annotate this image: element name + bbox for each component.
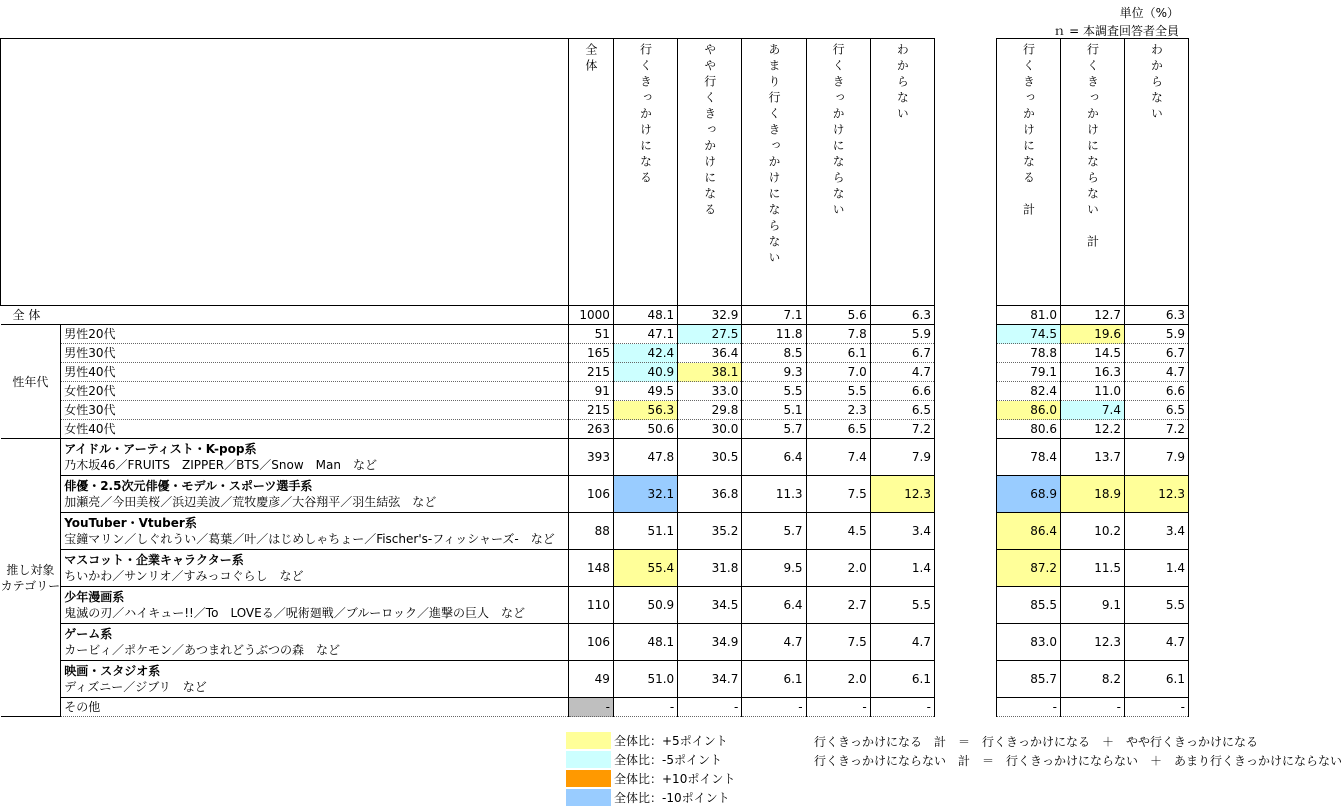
- cell-sum: 86.0: [997, 401, 1061, 420]
- cell-sum: -: [1125, 698, 1189, 717]
- cell-value: 7.5: [806, 476, 870, 513]
- cell-value: 12.3: [870, 476, 934, 513]
- header-row: [1, 39, 935, 306]
- legend-item: [566, 731, 735, 750]
- sum-table-row: [997, 306, 1189, 325]
- cell-value: 3.4: [870, 513, 934, 550]
- cell-sum: 14.5: [1061, 344, 1125, 363]
- cell-sum: 11.0: [1061, 382, 1125, 401]
- row-title: アイドル・アーティスト・K-pop系: [64, 442, 257, 456]
- cell-sum: 12.7: [1061, 306, 1125, 325]
- cell-n: 91: [568, 382, 613, 401]
- cell-n: 215: [568, 401, 613, 420]
- unit-note: [1053, 4, 1179, 40]
- cell-sum: 3.4: [1125, 513, 1189, 550]
- cell-value: 50.6: [613, 420, 677, 439]
- cell-sum: 12.2: [1061, 420, 1125, 439]
- cell-n: 88: [568, 513, 613, 550]
- row-label: [61, 513, 569, 550]
- cell-value: 47.1: [613, 325, 677, 344]
- cell-value: 5.1: [742, 401, 806, 420]
- row-examples: ちいかわ／サンリオ／すみっコぐらし など: [64, 569, 304, 583]
- row-label: [61, 624, 569, 661]
- cell-value: 51.0: [613, 661, 677, 698]
- cell-value: 48.1: [613, 624, 677, 661]
- cell-value: 8.5: [742, 344, 806, 363]
- cell-value: 5.5: [742, 382, 806, 401]
- sum-table-row: [997, 661, 1189, 698]
- group-category: 推し対象 カテゴリー: [1, 439, 61, 717]
- cell-n: 51: [568, 325, 613, 344]
- row-label: 女性40代: [61, 420, 569, 439]
- cell-sum: 85.7: [997, 661, 1061, 698]
- cell-sum: -: [997, 698, 1061, 717]
- cell-sum: 83.0: [997, 624, 1061, 661]
- cell-sum: 12.3: [1061, 624, 1125, 661]
- cell-value: 7.8: [806, 325, 870, 344]
- cell-value: 11.3: [742, 476, 806, 513]
- table-row: [1, 624, 935, 661]
- cell-value: -: [678, 698, 742, 717]
- row-examples: ディズニー／ジブリ など: [64, 680, 207, 694]
- cell-value: 6.5: [806, 420, 870, 439]
- cell-sum: 18.9: [1061, 476, 1125, 513]
- row-examples: 乃木坂46／FRUITS ZIPPER／BTS／Snow Man など: [64, 458, 377, 472]
- cell-value: 6.4: [742, 439, 806, 476]
- cell-value: 5.9: [870, 325, 934, 344]
- table-row: [1, 401, 935, 420]
- row-label: [61, 661, 569, 698]
- sum-table-row: [997, 439, 1189, 476]
- cell-sum: 16.3: [1061, 363, 1125, 382]
- cell-value: 35.2: [678, 513, 742, 550]
- cell-n: 165: [568, 344, 613, 363]
- cell-n: 215: [568, 363, 613, 382]
- cell-value: 55.4: [613, 550, 677, 587]
- cell-sum: 11.5: [1061, 550, 1125, 587]
- legend-item: [566, 750, 735, 769]
- row-examples: 鬼滅の刃／ハイキュー!!／To LOVEる／呪術廻戦／ブルーロック／進撃の巨人 など: [64, 606, 526, 620]
- cell-sum: 82.4: [997, 382, 1061, 401]
- cell-value: 47.8: [613, 439, 677, 476]
- cell-value: 33.0: [678, 382, 742, 401]
- legend-swatch: [566, 751, 611, 768]
- cell-value: 6.6: [870, 382, 934, 401]
- cell-sum: 4.7: [1125, 363, 1189, 382]
- cell-sum: 6.1: [1125, 661, 1189, 698]
- cell-sum: 7.4: [1061, 401, 1125, 420]
- sum-table-row: [997, 382, 1189, 401]
- cell-value: 2.3: [806, 401, 870, 420]
- cell-value: 34.7: [678, 661, 742, 698]
- table-row: [1, 325, 935, 344]
- row-label: 男性30代: [61, 344, 569, 363]
- cell-value: 51.1: [613, 513, 677, 550]
- cell-value: 2.0: [806, 550, 870, 587]
- row-examples: 加瀬亮／今田美桜／浜辺美波／荒牧慶彦／大谷翔平／羽生結弦 など: [64, 495, 437, 509]
- cell-value: 5.5: [806, 382, 870, 401]
- cell-value: 5.7: [742, 420, 806, 439]
- row-label: [61, 439, 569, 476]
- cell-value: 6.7: [870, 344, 934, 363]
- cell-value: 7.2: [870, 420, 934, 439]
- cell-value: 49.5: [613, 382, 677, 401]
- cell-value: 5.7: [742, 513, 806, 550]
- row-label: 男性40代: [61, 363, 569, 382]
- cell-value: 9.5: [742, 550, 806, 587]
- cell-value: 30.0: [678, 420, 742, 439]
- cell-value: 6.1: [806, 344, 870, 363]
- table-row: [1, 587, 935, 624]
- cell-value: 4.7: [870, 624, 934, 661]
- cell-value: 31.8: [678, 550, 742, 587]
- cell-n: 106: [568, 476, 613, 513]
- row-label: 全 体: [1, 306, 569, 325]
- header-total: 全体: [568, 39, 613, 306]
- cell-value: 1.4: [870, 550, 934, 587]
- sum-table-row: [997, 587, 1189, 624]
- cell-sum: 5.9: [1125, 325, 1189, 344]
- cell-sum: 6.5: [1125, 401, 1189, 420]
- cell-sum: 79.1: [997, 363, 1061, 382]
- cell-value: 6.1: [742, 661, 806, 698]
- row-label: [61, 587, 569, 624]
- cell-value: -: [613, 698, 677, 717]
- table-row: [1, 476, 935, 513]
- cell-n: -: [568, 698, 613, 717]
- main-table: [0, 38, 935, 717]
- cell-sum: 87.2: [997, 550, 1061, 587]
- cell-value: 27.5: [678, 325, 742, 344]
- cell-n: 263: [568, 420, 613, 439]
- row-label: その他: [61, 698, 569, 717]
- cell-sum: 80.6: [997, 420, 1061, 439]
- cell-value: 6.1: [870, 661, 934, 698]
- header-c2: やや行くきっかけになる: [678, 39, 742, 306]
- cell-sum: 6.7: [1125, 344, 1189, 363]
- legend-item: [566, 788, 735, 807]
- legend-label: 全体比：+5ポイント: [614, 734, 728, 748]
- cell-value: 34.9: [678, 624, 742, 661]
- legend-label: 全体比：-5ポイント: [614, 753, 722, 767]
- note-2: 行くきっかけにならない 計 ＝ 行くきっかけにならない ＋ あまり行くきっかけにならない: [814, 754, 1342, 768]
- cell-value: -: [742, 698, 806, 717]
- sum-table-row: [997, 363, 1189, 382]
- cell-sum: 74.5: [997, 325, 1061, 344]
- cell-value: 7.0: [806, 363, 870, 382]
- sample-label: ｎ = 本調査回答者全員: [1053, 24, 1179, 38]
- note-1: 行くきっかけになる 計 ＝ 行くきっかけになる ＋ やや行くきっかけになる: [814, 735, 1259, 749]
- cell-value: 4.7: [742, 624, 806, 661]
- table-row: [1, 661, 935, 698]
- cell-sum: 85.5: [997, 587, 1061, 624]
- row-title: 映画・スタジオ系: [64, 664, 161, 678]
- row-examples: カービィ／ポケモン／あつまれどうぶつの森 など: [64, 643, 340, 657]
- legend-swatch: [566, 732, 611, 749]
- sum-table: [996, 38, 1189, 717]
- cell-value: 6.3: [870, 306, 934, 325]
- cell-sum: -: [1061, 698, 1125, 717]
- cell-sum: 1.4: [1125, 550, 1189, 587]
- table-row: [1, 698, 935, 717]
- sum-table-row: [997, 550, 1189, 587]
- cell-sum: 81.0: [997, 306, 1061, 325]
- header-c1: 行くきっかけになる: [613, 39, 677, 306]
- group-nenndai: 性年代: [1, 325, 61, 439]
- cell-sum: 6.3: [1125, 306, 1189, 325]
- cell-sum: 78.8: [997, 344, 1061, 363]
- cell-sum: 8.2: [1061, 661, 1125, 698]
- cell-value: 4.7: [870, 363, 934, 382]
- sum-header-row: [997, 39, 1189, 306]
- cell-value: 7.4: [806, 439, 870, 476]
- cell-sum: 10.2: [1061, 513, 1125, 550]
- sum-table-row: [997, 476, 1189, 513]
- table-row: [1, 439, 935, 476]
- sum-table-row: [997, 325, 1189, 344]
- cell-value: 2.7: [806, 587, 870, 624]
- legend-label: 全体比：+10ポイント: [614, 772, 736, 786]
- cell-n: 148: [568, 550, 613, 587]
- cell-sum: 12.3: [1125, 476, 1189, 513]
- cell-sum: 68.9: [997, 476, 1061, 513]
- legend-swatch: [566, 770, 611, 787]
- legend: [566, 731, 735, 807]
- cell-sum: 7.9: [1125, 439, 1189, 476]
- notes: [814, 733, 1342, 771]
- cell-value: -: [870, 698, 934, 717]
- cell-value: -: [806, 698, 870, 717]
- cell-value: 50.9: [613, 587, 677, 624]
- sum-table-row: [997, 344, 1189, 363]
- sum-table-row: [997, 624, 1189, 661]
- table-row: [1, 363, 935, 382]
- sum-table-row: [997, 513, 1189, 550]
- cell-value: 11.8: [742, 325, 806, 344]
- cell-value: 5.6: [806, 306, 870, 325]
- cell-sum: 6.6: [1125, 382, 1189, 401]
- header-c5: わからない: [870, 39, 934, 306]
- cell-sum: 7.2: [1125, 420, 1189, 439]
- row-title: マスコット・企業キャラクター系: [64, 553, 244, 567]
- cell-value: 32.1: [613, 476, 677, 513]
- cell-sum: 4.7: [1125, 624, 1189, 661]
- row-title: 俳優・2.5次元俳優・モデル・スポーツ選手系: [64, 479, 313, 493]
- cell-n: 110: [568, 587, 613, 624]
- sum-table-row: [997, 401, 1189, 420]
- cell-value: 6.4: [742, 587, 806, 624]
- cell-value: 2.0: [806, 661, 870, 698]
- cell-value: 32.9: [678, 306, 742, 325]
- sum-table-row: [997, 420, 1189, 439]
- cell-n: 1000: [568, 306, 613, 325]
- row-label: 男性20代: [61, 325, 569, 344]
- row-label: 女性20代: [61, 382, 569, 401]
- row-examples: 宝鐘マリン／しぐれうい／葛葉／叶／はじめしゃちょー／Fischer's-フィッシャーズ- など: [64, 532, 555, 546]
- cell-value: 42.4: [613, 344, 677, 363]
- sum-table-row: [997, 698, 1189, 717]
- cell-value: 34.5: [678, 587, 742, 624]
- row-label: 女性30代: [61, 401, 569, 420]
- cell-sum: 13.7: [1061, 439, 1125, 476]
- header-r1: 行くきっかけになる 計: [997, 39, 1061, 306]
- cell-value: 56.3: [613, 401, 677, 420]
- cell-value: 6.5: [870, 401, 934, 420]
- cell-value: 4.5: [806, 513, 870, 550]
- cell-value: 29.8: [678, 401, 742, 420]
- cell-sum: 5.5: [1125, 587, 1189, 624]
- cell-value: 36.4: [678, 344, 742, 363]
- cell-value: 30.5: [678, 439, 742, 476]
- table-row: [1, 344, 935, 363]
- header-c3: あまり行くきっかけにならない: [742, 39, 806, 306]
- cell-sum: 9.1: [1061, 587, 1125, 624]
- row-title: 少年漫画系: [64, 590, 125, 604]
- row-label: [61, 550, 569, 587]
- legend-label: 全体比：-10ポイント: [614, 791, 730, 805]
- table-row: [1, 513, 935, 550]
- header-c4: 行くきっかけにならない: [806, 39, 870, 306]
- cell-value: 7.1: [742, 306, 806, 325]
- unit-label: 単位（%）: [1119, 6, 1179, 20]
- table-row: [1, 382, 935, 401]
- legend-item: [566, 769, 735, 788]
- cell-n: 49: [568, 661, 613, 698]
- cell-sum: 78.4: [997, 439, 1061, 476]
- cell-n: 393: [568, 439, 613, 476]
- cell-value: 9.3: [742, 363, 806, 382]
- cell-value: 5.5: [870, 587, 934, 624]
- row-label: [61, 476, 569, 513]
- cell-value: 48.1: [613, 306, 677, 325]
- cell-sum: 86.4: [997, 513, 1061, 550]
- cell-value: 40.9: [613, 363, 677, 382]
- legend-swatch: [566, 789, 611, 806]
- cell-sum: 19.6: [1061, 325, 1125, 344]
- header-r2: 行くきっかけにならない 計: [1061, 39, 1125, 306]
- cell-value: 7.9: [870, 439, 934, 476]
- table-row: [1, 550, 935, 587]
- header-r3: わからない: [1125, 39, 1189, 306]
- cell-value: 7.5: [806, 624, 870, 661]
- cell-value: 36.8: [678, 476, 742, 513]
- row-title: ゲーム系: [64, 627, 113, 641]
- table-row: [1, 420, 935, 439]
- row-title: YouTuber・Vtuber系: [64, 516, 197, 530]
- cell-n: 106: [568, 624, 613, 661]
- cell-value: 38.1: [678, 363, 742, 382]
- table-row: [1, 306, 935, 325]
- header-blank: [1, 39, 569, 306]
